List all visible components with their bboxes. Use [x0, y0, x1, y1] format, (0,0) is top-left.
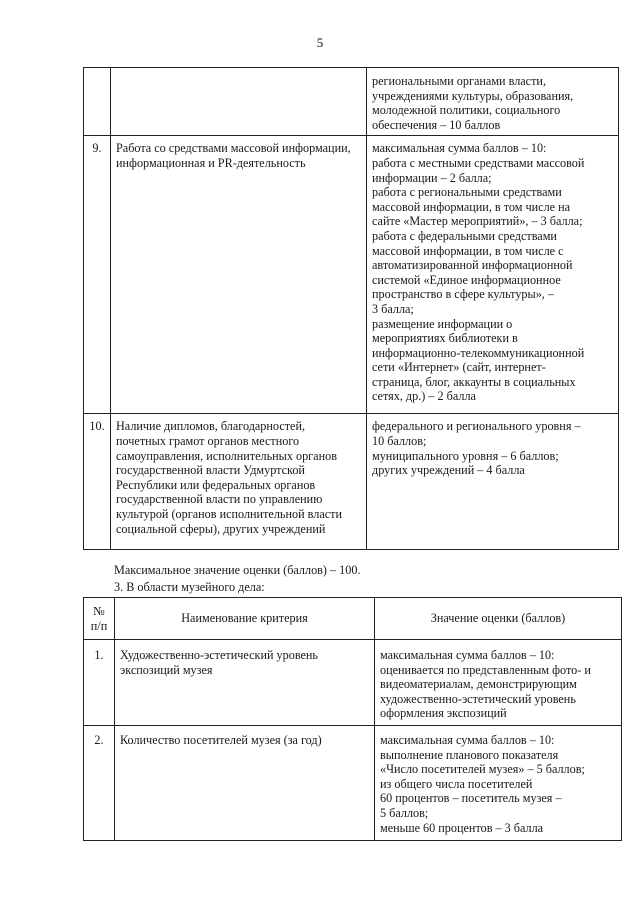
value-line: федерального и регионального уровня – — [372, 419, 581, 434]
value-line: других учреждений – 4 балла — [372, 463, 525, 478]
value-line: информации – 2 балла; — [372, 170, 492, 185]
value-line: максимальная сумма баллов – 10: — [380, 648, 555, 662]
table-header-row — [84, 598, 622, 640]
row-number-cell: 10. — [84, 414, 111, 550]
value-line: молодежной политики, социального — [372, 103, 561, 118]
value-line: информационно-телекоммуникационной — [372, 345, 585, 360]
criteria-table-continued — [83, 67, 619, 550]
criterion-line: информационная и PR-деятельность — [116, 155, 306, 170]
table-row — [84, 640, 622, 726]
criterion-line: Количество посетителей музея (за год) — [120, 733, 322, 747]
value-line: обеспечения – 10 баллов — [372, 117, 501, 132]
criterion-line: Наличие дипломов, благодарностей, — [116, 419, 306, 434]
value-line: пространство в сфере культуры», – — [372, 287, 554, 302]
value-line: оформления экспозиций — [380, 706, 507, 721]
value-cell — [375, 640, 622, 726]
value-line: «Число посетителей музея» – 5 баллов; — [380, 762, 585, 777]
value-cell — [367, 68, 619, 136]
value-line: сети «Интернет» (сайт, интернет- — [372, 360, 546, 375]
criterion-line: почетных грамот органов местного — [116, 433, 300, 448]
criterion-line: Художественно-эстетический уровень — [120, 648, 318, 662]
table-row — [84, 414, 619, 550]
criterion-line: самоуправления, исполнительных органов — [116, 448, 337, 463]
criterion-cell — [111, 414, 367, 550]
value-line: выполнение планового показателя — [380, 747, 559, 762]
value-line: максимальная сумма баллов – 10: — [380, 733, 555, 747]
value-line: 60 процентов – посетитель музея – — [380, 791, 562, 806]
value-line: муниципального уровня – 6 баллов; — [372, 448, 559, 463]
value-line: учреждениями культуры, образования, — [372, 88, 574, 103]
header-criterion: Наименование критерия — [115, 598, 375, 640]
value-cell — [367, 136, 619, 414]
value-line: сайте «Мастер мероприятий», – 3 балла; — [372, 214, 583, 229]
criterion-cell — [111, 136, 367, 414]
criterion-line: государственной власти по управлению — [116, 492, 323, 507]
value-line: сетях, др.) – 2 балла — [372, 389, 476, 404]
header-number — [84, 598, 115, 640]
criterion-cell — [115, 726, 375, 841]
value-line: мероприятиях библиотеки в — [372, 331, 518, 346]
value-line: видеоматериалам, демонстрирующим — [380, 677, 577, 692]
header-number-line: № — [93, 603, 105, 618]
value-line: страница, блог, аккаунты в социальных — [372, 374, 576, 389]
value-line: из общего числа посетителей — [380, 776, 533, 791]
row-number-cell — [84, 68, 111, 136]
header-number-line: п/п — [90, 618, 108, 633]
value-line: автоматизированной информационной — [372, 258, 573, 273]
criterion-line: государственной власти Удмуртской — [116, 463, 305, 478]
page-number: 5 — [316, 35, 324, 50]
table-row — [84, 726, 622, 841]
value-line: 10 баллов; — [372, 433, 427, 448]
criterion-line: Работа со средствами массовой информации, — [116, 141, 351, 156]
row-number-cell: 9. — [84, 136, 111, 414]
value-line: системой «Единое информационное — [372, 272, 561, 287]
value-cell — [367, 414, 619, 550]
table-row — [84, 136, 619, 414]
value-line: 5 баллов; — [380, 805, 429, 820]
value-cell — [375, 726, 622, 841]
section-heading: 3. В области музейного дела: — [114, 580, 265, 594]
museum-criteria-table — [83, 597, 622, 841]
max-score-text: Максимальное значение оценки (баллов) – 100. — [114, 563, 361, 577]
value-line: размещение информации о — [372, 316, 513, 331]
criterion-cell — [115, 640, 375, 726]
criterion-line: социальной сферы), других учреждений — [116, 521, 326, 536]
value-line: художественно-эстетический уровень — [380, 691, 576, 706]
criterion-line: Республики или федеральных органов — [116, 477, 316, 492]
value-line: массовой информации, в том числе на — [372, 199, 571, 214]
criterion-line: экспозиций музея — [120, 662, 213, 677]
row-number-cell: 1. — [84, 640, 115, 726]
value-line: меньше 60 процентов – 3 балла — [380, 820, 544, 835]
value-line: максимальная сумма баллов – 10: — [372, 141, 547, 156]
criterion-cell — [111, 68, 367, 136]
value-line: массовой информации, в том числе с — [372, 243, 564, 258]
value-line: региональными органами власти, — [372, 74, 546, 88]
value-line: 3 балла; — [372, 301, 414, 316]
value-line: работа с федеральными средствами — [372, 228, 557, 243]
table-row — [84, 68, 619, 136]
value-line: работа с региональными средствами — [372, 185, 562, 200]
value-line: оценивается по представленным фото- и — [380, 662, 591, 677]
header-value: Значение оценки (баллов) — [375, 598, 622, 640]
criterion-line: культурой (органов исполнительной власти — [116, 506, 342, 521]
row-number-cell: 2. — [84, 726, 115, 841]
value-line: работа с местными средствами массовой — [372, 155, 585, 170]
